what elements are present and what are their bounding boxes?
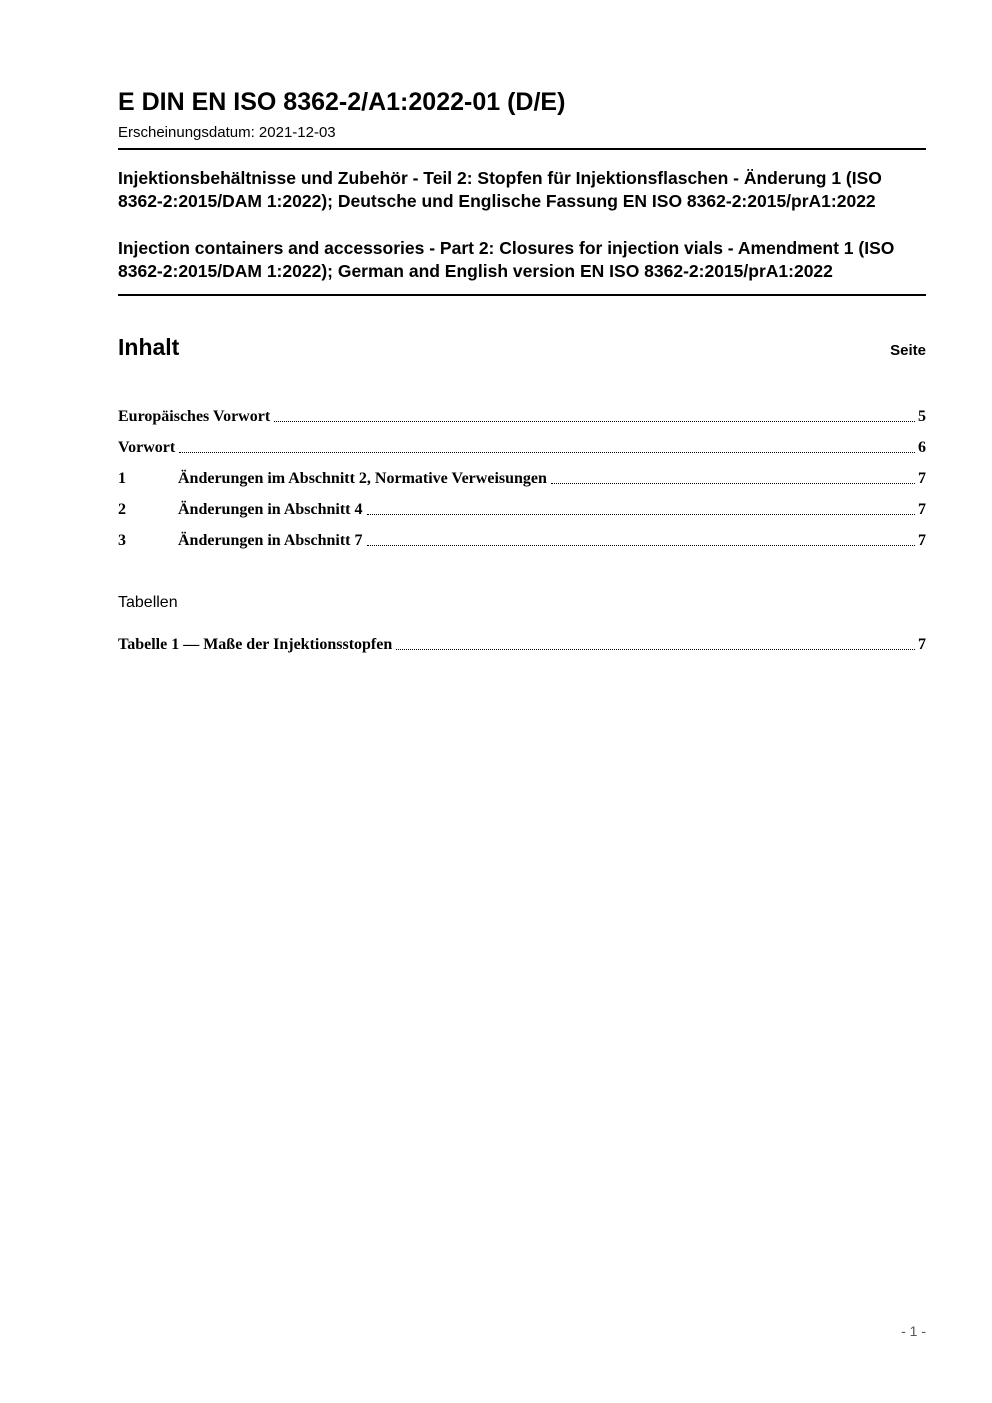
document-subtitle-german: Injektionsbehältnisse und Zubehör - Teil 2: Stopfen für Injektionsflaschen - Änderung 1 (ISO 8362-2:2015/DAM 1:2022); Deutsche und Englische Fassung EN ISO 8362-2:2015/prA1:2022	[118, 167, 882, 212]
horizontal-rule-top	[118, 148, 926, 150]
publication-date: Erscheinungsdatum: 2021-12-03	[118, 124, 336, 141]
dot-leader	[367, 514, 916, 515]
toc-header-row	[118, 334, 926, 361]
toc-tables-list	[118, 623, 926, 654]
toc-entry-page: 7	[918, 500, 926, 518]
toc-entry-title: Änderungen im Abschnitt 2, Normative Verweisungen	[178, 469, 547, 487]
toc-entry-number: 1	[118, 469, 126, 487]
footer-page-number: - 1 -	[901, 1323, 926, 1339]
toc-list	[118, 395, 926, 550]
dot-leader	[274, 421, 915, 422]
toc-entry	[118, 519, 926, 550]
toc-entry-page: 7	[918, 635, 926, 653]
toc-entry-page: 6	[918, 438, 926, 456]
dot-leader	[396, 649, 915, 650]
toc-entry-number: 3	[118, 531, 126, 549]
toc-entry-title: Änderungen in Abschnitt 7	[178, 531, 363, 549]
toc-page-column-label: Seite	[890, 341, 926, 359]
document-title: E DIN EN ISO 8362-2/A1:2022-01 (D/E)	[118, 88, 566, 116]
toc-entry-title: Änderungen in Abschnitt 4	[178, 500, 363, 518]
toc-entry	[118, 488, 926, 519]
toc-entry	[118, 395, 926, 426]
dot-leader	[367, 545, 916, 546]
toc-entry-title: Vorwort	[118, 438, 176, 456]
page-content	[118, 0, 926, 654]
toc-entry-page: 7	[918, 469, 926, 487]
toc-entry-title: Tabelle 1 — Maße der Injektionsstopfen	[118, 635, 393, 653]
toc-tables-heading: Tabellen	[118, 593, 178, 611]
horizontal-rule-bottom	[118, 294, 926, 296]
toc-entry-page: 7	[918, 531, 926, 549]
dot-leader	[179, 452, 915, 453]
toc-entry	[118, 457, 926, 488]
document-subtitle-english: Injection containers and accessories - Part 2: Closures for injection vials - Amendment 1 (ISO 8362-2:2015/DAM 1:2022); German and English version EN ISO 8362-2:2015/prA1:2022	[118, 237, 895, 282]
toc-entry-number: 2	[118, 500, 126, 518]
toc-entry	[118, 426, 926, 457]
toc-entry-title: Europäisches Vorwort	[118, 407, 271, 425]
toc-entry	[118, 623, 926, 654]
toc-heading: Inhalt	[118, 333, 180, 360]
toc-entry-page: 5	[918, 407, 926, 425]
dot-leader	[551, 483, 915, 484]
